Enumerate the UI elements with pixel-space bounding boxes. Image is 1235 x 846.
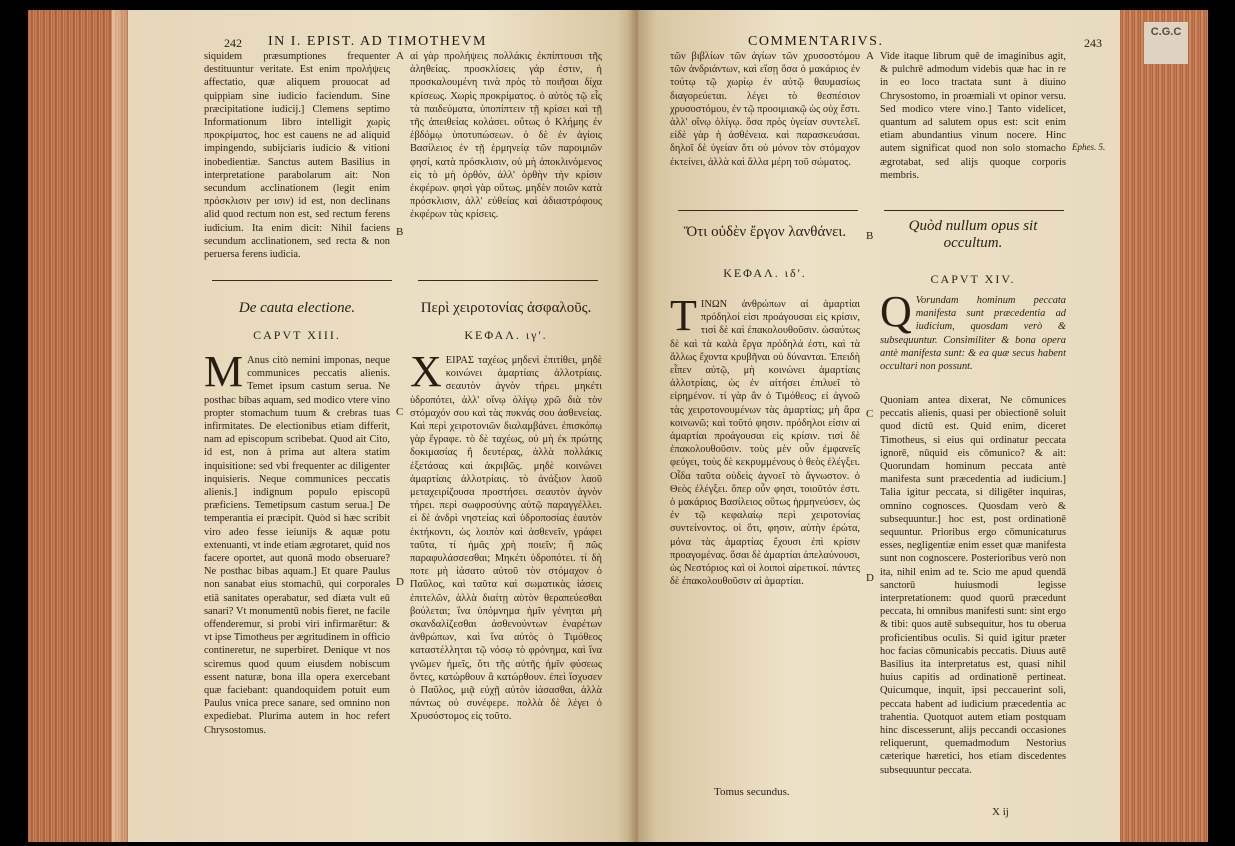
rule	[212, 280, 392, 281]
latin-column-bottom-right	[880, 394, 1066, 774]
rule	[418, 280, 598, 281]
chapter-number-latin: CAPVT XIII.	[253, 328, 341, 342]
greek-text: ΕΙΡΑΣ ταχέως μηδενὶ ἐπιτίθει, μηδὲ κοινώνει ἁμαρτίαις ἀλλοτρίαις. σεαυτὸν ἁγνὸν τήρει. μηκέτι ὑδροπότει, ἀλλ' οἴνῳ ὀλίγῳ χρῶ διὰ τὸν στόμαχόν σου καὶ τὰς πυκνάς σου ἀσθενείας. Καὶ περὶ χειροτονιῶν διαλαμβάνει. ἐπισκόπῳ γὰρ ἔγραφε. τὸ δὲ ταχέως, οὐ μὴ ἐκ πρώτης δοκιμασίας ἢ δευτέρας, ἀλλὰ πολλάκις ἐξετάσας καὶ ἀκριβῶς. μηδὲ κοινώνει ἁμαρτίαις ἀλλοτρίαις. τὸ ἀνάξιον λαοῦ μεταχειρίζουσα προστήσει. σεαυτὸν ἁγνὸν τήρει. περὶ σωφροσύνης αὐτῷ παραγγέλλει. εἰ δὲ ἀνδρὶ νηστείας καὶ ὑδροποσίας ἑαυτὸν ἐκτήκοντι, ὡς λοιπὸν καὶ ἀσθενεῖν, γράφει ταῦτα, τί ἡμᾶς χρὴ ποιεῖν; ἢ πῶς παραφυλάσσεσθαι; Μηκέτι ὑδροπότει. τί δὴ ποτε μὴ ἰάσατο αὐτοῦ τὸν στόμαχον ὁ Παῦλος, καὶ ταῦτα καὶ σωματικὰς ἰάσεις ἐπιτελῶν, ἀλλὰ διαίτῃ αὐτὸν θεραπεύεσθαι βούλεται; ἵνα ὑπόμνημα ἡμῖν γένηται μὴ σκανδαλίζεσθαι ἀσθενούντων ἐναρέτων ἀνθρώπων, καὶ ἵνα αὐτὸς ὁ Τιμόθεος καταστέλληται τῷ νόσῳ τὸ φρόνημα, καὶ ἵνα γνῶμεν ἡμεῖς, ὅτι τῆς αὐτῆς ἡμῖν φύσεως ὄντες, κατώρθουν ἃ κατώρθουν. ἐπεὶ ἴσχυσεν ὁ Παῦλος, μιᾷ εὐχῇ αὐτὸν ἰάσασθαι, ἀλλὰ πάντως οὐ συνέφερε. πολλὰ δὲ λέγει ὁ Χρυσόστομος εἰς τοῦτο.	[410, 355, 602, 723]
open-book	[28, 10, 1208, 842]
rule	[678, 210, 858, 211]
drop-cap: Τ	[670, 298, 697, 340]
greek-column-bottom-right	[670, 298, 860, 778]
greek-text: τῶν βιβλίων τῶν ἁγίων τῶν χρυσοστόμου τῶν ἀνδριάντων, καὶ εἴσῃ ὅσα ὁ μακάριος ἐν τούτῳ τῷ χωρίῳ ἐν αὐτῷ θαυμασίως διαγορεύεται. λέγει τὸ θεσπέσιον χρυσοστόμου, ἐν τῷ προοιμιακῷ ὡς οὐχ ἔστι. ἀλλ' οἴνῳ ὀλίγῳ. ὅσα πρὸς ὑγείαν συντελεῖ. εἰδὲ γὰρ ἡ ἀσθένεια. καὶ παρασκευάσαι. δηλοῖ δὲ ὑγείαν ὅτι οὐ μόνον τὸν στόμαχον ἐκτείνει, ἀλλὰ καὶ ἄλλα μέρη τοῦ σώματος.	[670, 51, 860, 168]
latin-column-top-left	[204, 50, 390, 261]
latin-column-top-right	[880, 50, 1066, 182]
volume-signature: Tomus secundus.	[714, 786, 790, 798]
left-page-edges	[28, 10, 136, 842]
greek-column-top-left	[410, 50, 602, 222]
margin-marker-c: C	[866, 408, 874, 420]
left-page	[128, 10, 638, 842]
greek-column-bottom-left	[410, 354, 602, 794]
chapter-heading-latin: De cauta electione.	[238, 300, 356, 316]
latin-text: Vorundam hominum peccata manifesta sunt præcedentia ad iudicium, quosdam verò & subsequuntur. Consimiliter & bona opera antè manifesta sunt: & ea quæ secus habent occultari non possunt.	[880, 295, 1066, 373]
page-number-right: 243	[1084, 36, 1102, 50]
margin-marker-a: A	[396, 50, 404, 62]
latin-text: Vide itaque librum quē de imaginibus agit, & pulchrē admodum videbis quæ hac in re in eo loco tractata sunt à diuino Chrysostomo, in proæmiali vt opinor versu. Sed modico vtere vino.] Tanto videlicet, quantum ad salutem opus est: scit enim etiam abundantius vinum nocere. Hinc autem significat quod non solo stomacho ægrotabat, sed alijs quoque corporis membris.	[880, 51, 1066, 181]
chapter-number-greek: ΚΕΦΑΛ. ιδ'.	[723, 266, 807, 280]
gathering-mark: X ij	[992, 806, 1009, 818]
chapter-heading-latin: Quòd nullum opus sit occultum.	[908, 218, 1038, 251]
latin-scripture-right	[880, 294, 1066, 394]
margin-marker-d: D	[396, 576, 404, 588]
drop-cap: Q	[880, 294, 912, 336]
margin-note: Ephes. 5.	[1072, 142, 1106, 152]
page-number-left: 242	[224, 36, 242, 50]
chapter-heading-greek: Περὶ χειροτονίας ἀσφαλοῦς.	[420, 300, 592, 316]
rule	[884, 210, 1064, 211]
chapter-heading-greek: Ὅτι οὐδὲν ἔργον λανθάνει.	[683, 224, 847, 240]
chapter-number-greek: ΚΕΦΑΛ. ιγ'.	[464, 328, 548, 342]
right-page-edges	[1110, 10, 1208, 842]
latin-column-bottom-left	[204, 354, 390, 794]
margin-marker-c: C	[396, 406, 404, 418]
margin-marker-a: A	[866, 50, 874, 62]
latin-text: Anus citò nemini imponas, neque communices peccatis alienis. Temet ipsum castum serua. Ne posthac bibas aquam, sed modico vtere vino propter stomachum tuum & crebras tuas infirmitates. De electionibus etiam differit, nam ad episcopum scribebat. Quod ait Cito, id est, non à prima aut altera statim inquisitione: sed vbi frequenter ac diligenter inquisieris. Neque communices peccatis alienis.] indignum populo episcopū præficiens. Temetipsum castum serua.] De temperantia ei præcipit. Quòd si hæc scribit viro adeo fesse ieiunijs & aquæ potu extenuanti, vt inde etiam ægrotaret, quid nos facere oportet, aut quonā modo obseruare? Ne posthac bibas aquam.] Et quare Paulus non sanabat eius stomachū, qui corporales etiā sanitates operabatur, sed diæta vult eū sanari? Vt monumentū nobis fieret, ne facile offenderemur, si probi viri infirmarētur: & vt ipse Timotheus per ægritudinem in officio contineretur, ne superbiret. Denique vt nos sciremus quod quum eiusdem nobiscum essent naturæ, bona illa opera exercebant quæ faciebant: quandoquidem potuit eum Paulus vnica prece sanare, sed omnino non expediebat. Plurima autem in hoc refert Chrysostomus.	[204, 355, 390, 736]
greek-text: αἱ γὰρ προλήψεις πολλάκις ἐκπίπτουσι τῆς ἀληθείας. προσκλίσεις γάρ ἐστιν, ἡ προσκαλουμένη τινὰ πρὸς τὸ ποιῆσαι δίχα κρίσεως. Χωρὶς προκρίματος. ὁ αὐτὸς τῷ εἶς τὰ παιδεύματα, ὑποπίπτειν τῇ κρίσει καὶ τῇ τῆς ἀπειθείας κολάσει. οὕτως ὁ Κλήμης ἐν ἑβδόμῳ ὑποτυπώσεων. ὁ δὲ ἐν ἁγίοις Βασίλειος ἐν τῇ ἑρμηνείᾳ τῶν παροιμιῶν φησί, κατὰ πρόσκλισιν, οὐ μὴ ἀποκλινόμενος εἰς τὸ μὴ ὀρθόν, ἀλλ' ὀρθὴν τὴν κρίσιν ἐκφέρων. φησὶ γὰρ οὕτως. μηδὲν ποιῶν κατὰ πρόσκλισιν, ἀλλ' εὐθείας καὶ ἀδιαστρόφους ἐκφέρων τὰς κρίσεις.	[410, 51, 602, 221]
running-head-left: IN I. EPIST. AD TIMOTHEVM	[268, 34, 487, 49]
margin-marker-b: B	[866, 230, 874, 242]
greek-column-top-right	[670, 50, 860, 169]
latin-text: Quoniam antea dixerat, Ne cōmunices peccatis alienis, quasi per obiectionē soluit quod dictū est. Quid enim, diceret Timotheus, si eius qui ordinatur peccata ignorē, nūquid eis cōmunico? & ait: Quorundam hominum peccata antè manifesta sunt præcedentia ad iudicium.] Talia igitur peccata, si diligēter inquiras, omnino cognosces. Quosdam verò & subsequuntur.] hoc est, post ordinationē sequuntur. Prioribus ergo cōmunicaturus esses, negligentiæ enim esset quæ manifesta sunt non cognoscere. Posterioribus verò non ita, nihil enim ad te. Scio me apud quendā sanctorū huiusmodi legisse interpretationem: quod quorū præcedunt peccata, hi omnibus manifesti sunt: sint ergo & tibi: quos autē subsequitur, hos tu oberua proficientibus oculis. Si quid igitur præter hoc facias cōmunicabis peccatis. Diuus autē Basilius ita interpretatus est, quasi nihil huius capitis ad ordinationē pertineat. Quicumque, inquit, ipsi peccauerint soli, peccata habent ad iudicium præcedentia ac trahentia. Quotquot autem etiam postquam hinc discesserunt, alijs peccandi occasiones reliquerunt, quemadmodum Nestorius cæterique hæretici, hos etiam discedentes subsequuntur peccata.	[880, 395, 1066, 774]
margin-marker-d: D	[866, 572, 874, 584]
library-label: C.G.C	[1144, 22, 1188, 64]
drop-cap: M	[204, 354, 244, 396]
right-page	[638, 10, 1120, 842]
drop-cap: Χ	[410, 354, 442, 396]
running-head-right: COMMENTARIVS.	[748, 34, 884, 49]
chapter-number-latin: CAPVT XIV.	[930, 272, 1016, 286]
greek-text: ΙΝΩΝ ἀνθρώπων αἱ ἁμαρτίαι πρόδηλοί εἰσι προάγουσαι εἰς κρίσιν, τισὶ δὲ καὶ ἐπακολουθοῦσιν. ὡσαύτως δὲ καὶ τὰ καλὰ ἔργα πρόδηλά ἐστι, καὶ τὰ ἄλλως ἔχοντα κρυβῆναι οὐ δύνανται. Ἐπειδὴ εἶπεν αὐτῷ, μὴ κοινώνει ἁμαρτίαις ἀλλοτρίαις, ὡς ἐν αἰτήσει ἐπιλυεῖ τὸ εἰρημένον. τί γὰρ ἂν ὁ Τιμόθεος; εἰ ἀγνοῶ τὰς χειροτονουμένων τὰς ἁμαρτίας; μὴ ἄρα κοινωνῶ; καὶ τοῦτό φησιν. πρόδηλοι εἰσιν αἱ ἁμαρτίαι προάγουσαι εἰς κρίσιν. τισὶ δὲ ἐπακολουθοῦσιν. τοὺς μὲν οὖν ἐμφανεῖς φεύγει, τοὺς δὲ κεκρυμμένους ὁ θεὸς ἐλέγξει. Οἶδα ταῦτα οὐδεὶς ἀγνοεῖ τὸ ἄγνωστον. ὁ Θεὸς ἐλέγξει. ὅπερ οὖν φησι, τοιοῦτόν ἐστι. ὁ μακάριος Βασίλειος οὕτως ἡρμηνεύσεν, ὡς ἐν τῷ κεφαλαίῳ περὶ χειροτονίας συντείνοντος. οἱ ὅτι, φησιν, αὐτὴν ἐρώτα, μόνα τὰς ἁμαρτίας ἔχουσι ἐπὶ κρίσιν προαγομένας. ὅσαι δὲ ἀμαρτίαι ἀπελαύνουσι, ὡς Νεστόριος καὶ οἱ λοιποὶ αἱρετικοί. πάντες δὲ ἐπακολουθοῦσιν αἱ ἁμαρτίαι.	[670, 299, 860, 588]
margin-marker-b: B	[396, 226, 404, 238]
latin-text: siquidem præsumptiones frequenter destituuntur veritate. Est enim προλήψεις affectatio, quæ aliquem prouocat ad quippiam sine iudicio faciendum. Sine præcipitatione iudicij.] Clemens septimo Informationum libro intelligit χωρὶς προκρίματος, hoc est cauens ne ad aliquid impingendo, subijciaris iudicio & vitioni inobedientiæ. Sanctus autem Basilius in interpretatione parabolarum ait: Non secundum acclinationem (legit enim πρόσκλισιν per ισιν) id est, non declinans alid quod rectum non est, sed rectum ferens iudicium. Ita enim dicit: Nihil faciens secundum acclinationem, sed recta & non peruersa ferens iudicia.	[204, 51, 390, 261]
